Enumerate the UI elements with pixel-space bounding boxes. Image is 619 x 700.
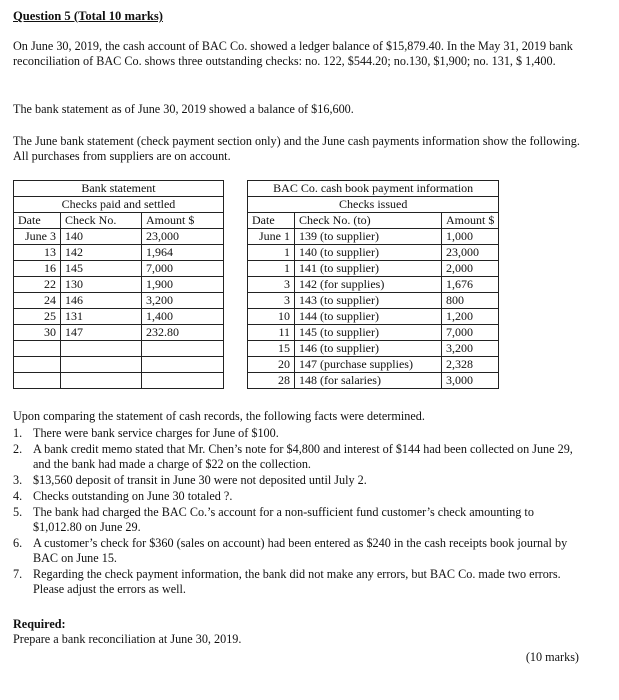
col-date: Date (14, 213, 61, 229)
gap-cell (224, 261, 248, 277)
col-amount-2: Amount $ (442, 213, 499, 229)
fact-number: 5. (13, 505, 23, 519)
gap-cell (224, 309, 248, 325)
cash-check-cell: 142 (for supplies) (295, 277, 442, 293)
bank-amount-cell: 23,000 (142, 229, 224, 245)
cash-amount-cell: 23,000 (442, 245, 499, 261)
cash-date-cell: 15 (248, 341, 295, 357)
gap-cell (224, 357, 248, 373)
bank-date-cell: June 3 (14, 229, 61, 245)
fact-item (13, 426, 583, 441)
fact-number: 3. (13, 473, 23, 487)
bank-date-cell: 24 (14, 293, 61, 309)
facts-intro: Upon comparing the statement of cash records, the following facts were determined. (13, 409, 425, 423)
cash-check-cell: 145 (to supplier) (295, 325, 442, 341)
cash-date-cell: 1 (248, 261, 295, 277)
cash-check-cell: 140 (to supplier) (295, 245, 442, 261)
marks-label: (10 marks) (525, 650, 579, 664)
question-heading: Question 5 (Total 10 marks) (13, 9, 163, 23)
bank-date-cell: 22 (14, 277, 61, 293)
cash-date-cell: 28 (248, 373, 295, 389)
cash-check-cell: 148 (for salaries) (295, 373, 442, 389)
bank-statement-subheader: Checks paid and settled (14, 197, 224, 213)
fact-item (13, 505, 583, 535)
bank-check-cell (61, 341, 142, 357)
required-title: Required: (13, 617, 66, 631)
bank-statement-header: Bank statement (14, 181, 224, 197)
cash-check-cell: 147 (purchase supplies) (295, 357, 442, 373)
table-row (14, 245, 499, 261)
bank-date-cell: 16 (14, 261, 61, 277)
col-check-no-to: Check No. (to) (295, 213, 442, 229)
table-row (14, 309, 499, 325)
table-header-row (14, 181, 499, 197)
table-row (14, 277, 499, 293)
bank-amount-cell: 3,200 (142, 293, 224, 309)
cash-amount-cell: 1,676 (442, 277, 499, 293)
bank-check-cell: 146 (61, 293, 142, 309)
bank-check-cell (61, 373, 142, 389)
bank-date-cell: 13 (14, 245, 61, 261)
fact-number: 6. (13, 536, 23, 550)
bank-balance-paragraph: The bank statement as of June 30, 2019 showed a balance of $16,600. (13, 102, 354, 116)
cash-amount-cell: 7,000 (442, 325, 499, 341)
cash-check-cell: 141 (to supplier) (295, 261, 442, 277)
bank-amount-cell: 7,000 (142, 261, 224, 277)
bank-amount-cell: 1,900 (142, 277, 224, 293)
bank-date-cell: 25 (14, 309, 61, 325)
fact-number: 1. (13, 426, 23, 440)
intro-paragraph: On June 30, 2019, the cash account of BAC Co. showed a ledger balance of $15,879.40. In the May 31, 2019 bank reconciliation of BAC Co. shows three outstanding checks: no. 122, $544.20; no.130, $1,900; no. 131, $ 1,400. (13, 39, 573, 68)
cash-amount-cell: 2,000 (442, 261, 499, 277)
cash-amount-cell: 1,000 (442, 229, 499, 245)
bank-amount-cell (142, 373, 224, 389)
gap-cell (224, 229, 248, 245)
cash-date-cell: June 1 (248, 229, 295, 245)
fact-item (13, 489, 583, 504)
table-row (14, 229, 499, 245)
table-row (14, 373, 499, 389)
cash-date-cell: 10 (248, 309, 295, 325)
bank-amount-cell: 1,964 (142, 245, 224, 261)
fact-text: A customer’s check for $360 (sales on account) had been entered as $240 in the cash receipts book journal by BAC on June 15. (33, 536, 568, 565)
fact-text: Regarding the check payment information, the bank did not make any errors, but BAC Co. made two errors. Please adjust the errors as well. (33, 567, 561, 596)
gap-cell (224, 325, 248, 341)
statement-intro-paragraph: The June bank statement (check payment section only) and the June cash payments information show the following. All purchases from suppliers are on account. (13, 134, 580, 163)
bank-amount-cell: 1,400 (142, 309, 224, 325)
fact-item (13, 442, 583, 472)
bank-date-cell (14, 357, 61, 373)
gap-cell (224, 245, 248, 261)
cash-amount-cell: 3,200 (442, 341, 499, 357)
cash-book-subheader: Checks issued (248, 197, 499, 213)
fact-number: 4. (13, 489, 23, 503)
checks-table (13, 180, 499, 389)
bank-date-cell (14, 341, 61, 357)
cash-book-header: BAC Co. cash book payment information (248, 181, 499, 197)
cash-check-cell: 144 (to supplier) (295, 309, 442, 325)
table-row (14, 293, 499, 309)
cash-date-cell: 11 (248, 325, 295, 341)
cash-amount-cell: 3,000 (442, 373, 499, 389)
fact-text: Checks outstanding on June 30 totaled ?. (33, 489, 233, 503)
cash-amount-cell: 1,200 (442, 309, 499, 325)
fact-item (13, 473, 583, 488)
bank-check-cell: 145 (61, 261, 142, 277)
fact-item (13, 536, 583, 566)
bank-check-cell: 140 (61, 229, 142, 245)
cash-date-cell: 20 (248, 357, 295, 373)
bank-check-cell: 131 (61, 309, 142, 325)
cash-check-cell: 146 (to supplier) (295, 341, 442, 357)
fact-text: $13,560 deposit of transit in June 30 were not deposited until July 2. (33, 473, 367, 487)
table-row (14, 341, 499, 357)
fact-number: 7. (13, 567, 23, 581)
gap-cell (224, 373, 248, 389)
fact-number: 2. (13, 442, 23, 456)
fact-text: There were bank service charges for June of $100. (33, 426, 279, 440)
table-row (14, 325, 499, 341)
fact-text: A bank credit memo stated that Mr. Chen’s note for $4,800 and interest of $144 had been collected on June 29, and the bank had made a charge of $22 on the collection. (33, 442, 573, 471)
bank-check-cell (61, 357, 142, 373)
bank-date-cell (14, 373, 61, 389)
bank-amount-cell (142, 341, 224, 357)
fact-text: The bank had charged the BAC Co.’s account for a non-sufficient fund customer’s check amounting to $1,012.80 on June 29. (33, 505, 534, 534)
cash-check-cell: 143 (to supplier) (295, 293, 442, 309)
table-row (14, 261, 499, 277)
cash-date-cell: 1 (248, 245, 295, 261)
required-text: Prepare a bank reconciliation at June 30, 2019. (13, 632, 242, 646)
fact-item (13, 567, 583, 597)
cash-amount-cell: 2,328 (442, 357, 499, 373)
bank-check-cell: 130 (61, 277, 142, 293)
cash-check-cell: 139 (to supplier) (295, 229, 442, 245)
column-header-row (14, 213, 499, 229)
cash-amount-cell: 800 (442, 293, 499, 309)
bank-amount-cell (142, 357, 224, 373)
bank-date-cell: 30 (14, 325, 61, 341)
cash-date-cell: 3 (248, 293, 295, 309)
gap-cell (224, 341, 248, 357)
gap-cell (224, 277, 248, 293)
table-row (14, 357, 499, 373)
cash-date-cell: 3 (248, 277, 295, 293)
gap-cell (224, 293, 248, 309)
bank-check-cell: 142 (61, 245, 142, 261)
col-amount: Amount $ (142, 213, 224, 229)
table-subheader-row (14, 197, 499, 213)
bank-check-cell: 147 (61, 325, 142, 341)
bank-amount-cell: 232.80 (142, 325, 224, 341)
col-check-no: Check No. (61, 213, 142, 229)
facts-list (13, 426, 583, 598)
col-date-2: Date (248, 213, 295, 229)
